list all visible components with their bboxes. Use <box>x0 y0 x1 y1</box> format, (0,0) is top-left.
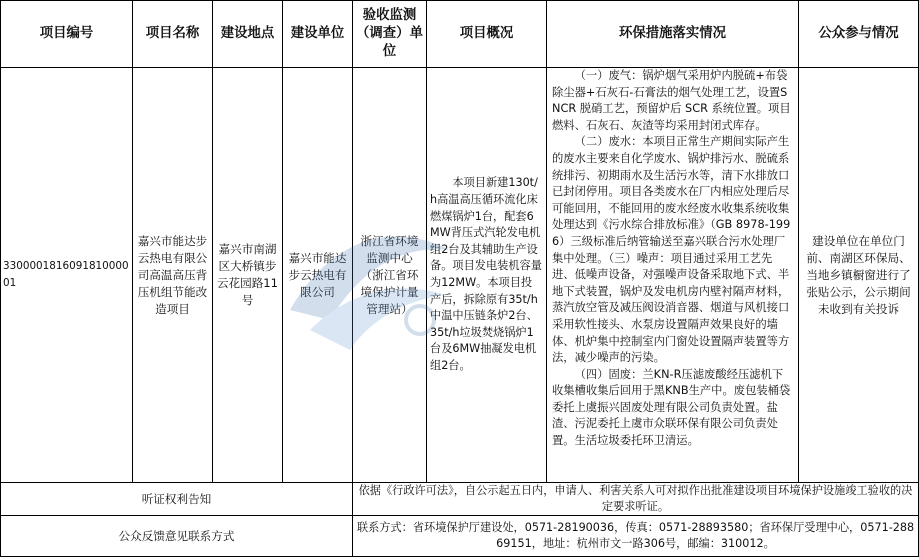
overview-cell: 本项目新建130t/h高温高压循环流化床燃煤锅炉1台，配套6MW背压式汽轮发电机组2台及其辅助生产设备。项目发电装机容量为12MW。本项目投产后，拆除原有35t/h中温中压链条炉2台、35t/h垃圾焚烧锅炉1台及6MW抽凝发电机组2台。 <box>427 68 547 483</box>
header-location: 建设地点 <box>213 1 283 68</box>
env-measure-waste-gas: （一）废气：锅炉烟气采用炉内脱硫+布袋除尘器+石灰石-石膏法的烟气处理工艺，设置SNCR 脱硝工艺，预留炉后 SCR 系统位置。项目燃料、石灰石、灰渣等均采用封闭式库存。 <box>552 69 791 132</box>
env-measure-solid-waste: （四）固废：兰KN-R压滤废酸经压滤机下收集槽收集后回用于黑KNB生产中。废包装桶袋委托上虞振兴固废处理有限公司负责处置。盐渣、污泥委托上虞市众联环保有限公司负责处置。生活垃圾委托环卫清运。 <box>552 367 791 448</box>
builder-cell: 嘉兴市能达步云热电有限公司 <box>283 68 353 483</box>
hearing-row <box>1 483 919 516</box>
feedback-label: 公众反馈意见联系方式 <box>1 516 353 557</box>
header-public-participation: 公众参与情况 <box>799 1 919 68</box>
feedback-row <box>1 516 919 557</box>
header-monitor-unit: 验收监测（调查）单位 <box>353 1 427 68</box>
project-no-cell: 330000181609181000001 <box>1 68 133 483</box>
env-measure-waste-water-noise: （二）废水：本项目正常生产期间实际产生的废水主要来自化学废水、锅炉排污水、脱硫系统排污、初期雨水及生活污水等，清下水排放口已封闭停用。项目各类废水在厂内相应处理后尽可能回用，不能回用的废水经废水收集系统收集处理达到《污水综合排放标准》（GB 8978-1996）三级标准后纳管输送至嘉兴联合污水处理厂集中处理。（三）噪声：项目通过采用工艺先进、低噪声设备，对强噪声设备采取地下式、半地下式装置，锅炉及发电机房内壁衬隔声材料，蒸汽放空管及减压阀设消音器、烟道与风机接口采用软性接头、水泵房设置隔声效果良好的墙体、机炉集中控制室内门窗处设置隔声装置等方法，减少噪声的污染。 <box>552 135 791 365</box>
project-name-cell: 嘉兴市能达步云热电有限公司高温高压背压机组节能改造项目 <box>133 68 213 483</box>
monitor-unit-cell: 浙江省环境监测中心（浙江省环境保护计量管理站） <box>353 68 427 483</box>
header-builder: 建设单位 <box>283 1 353 68</box>
hearing-label: 听证权利告知 <box>1 483 353 516</box>
public-participation-cell: 建设单位在单位门前、南湖区环保局、当地乡镇橱窗进行了张贴公示，公示期间未收到有关投诉 <box>799 68 919 483</box>
location-cell: 嘉兴市南湖区大桥镇步云花园路11号 <box>213 68 283 483</box>
hearing-text: 依据《行政许可法》，自公示起五日内，申请人、利害关系人可对拟作出批准建设项目环境保护设施竣工验收的决定要求听证。 <box>353 483 919 516</box>
header-row <box>1 1 919 68</box>
header-overview: 项目概况 <box>427 1 547 68</box>
env-measures-cell <box>547 68 799 483</box>
header-project-name: 项目名称 <box>133 1 213 68</box>
header-env-measures: 环保措施落实情况 <box>547 1 799 68</box>
feedback-text: 联系方式：省环境保护厅建设处，0571-28190036，传真：0571-28893580；省环保厅受理中心，0571-28869151，地址：杭州市文一路306号，邮编：310012。 <box>353 516 919 557</box>
header-project-no: 项目编号 <box>1 1 133 68</box>
project-row <box>1 68 919 483</box>
